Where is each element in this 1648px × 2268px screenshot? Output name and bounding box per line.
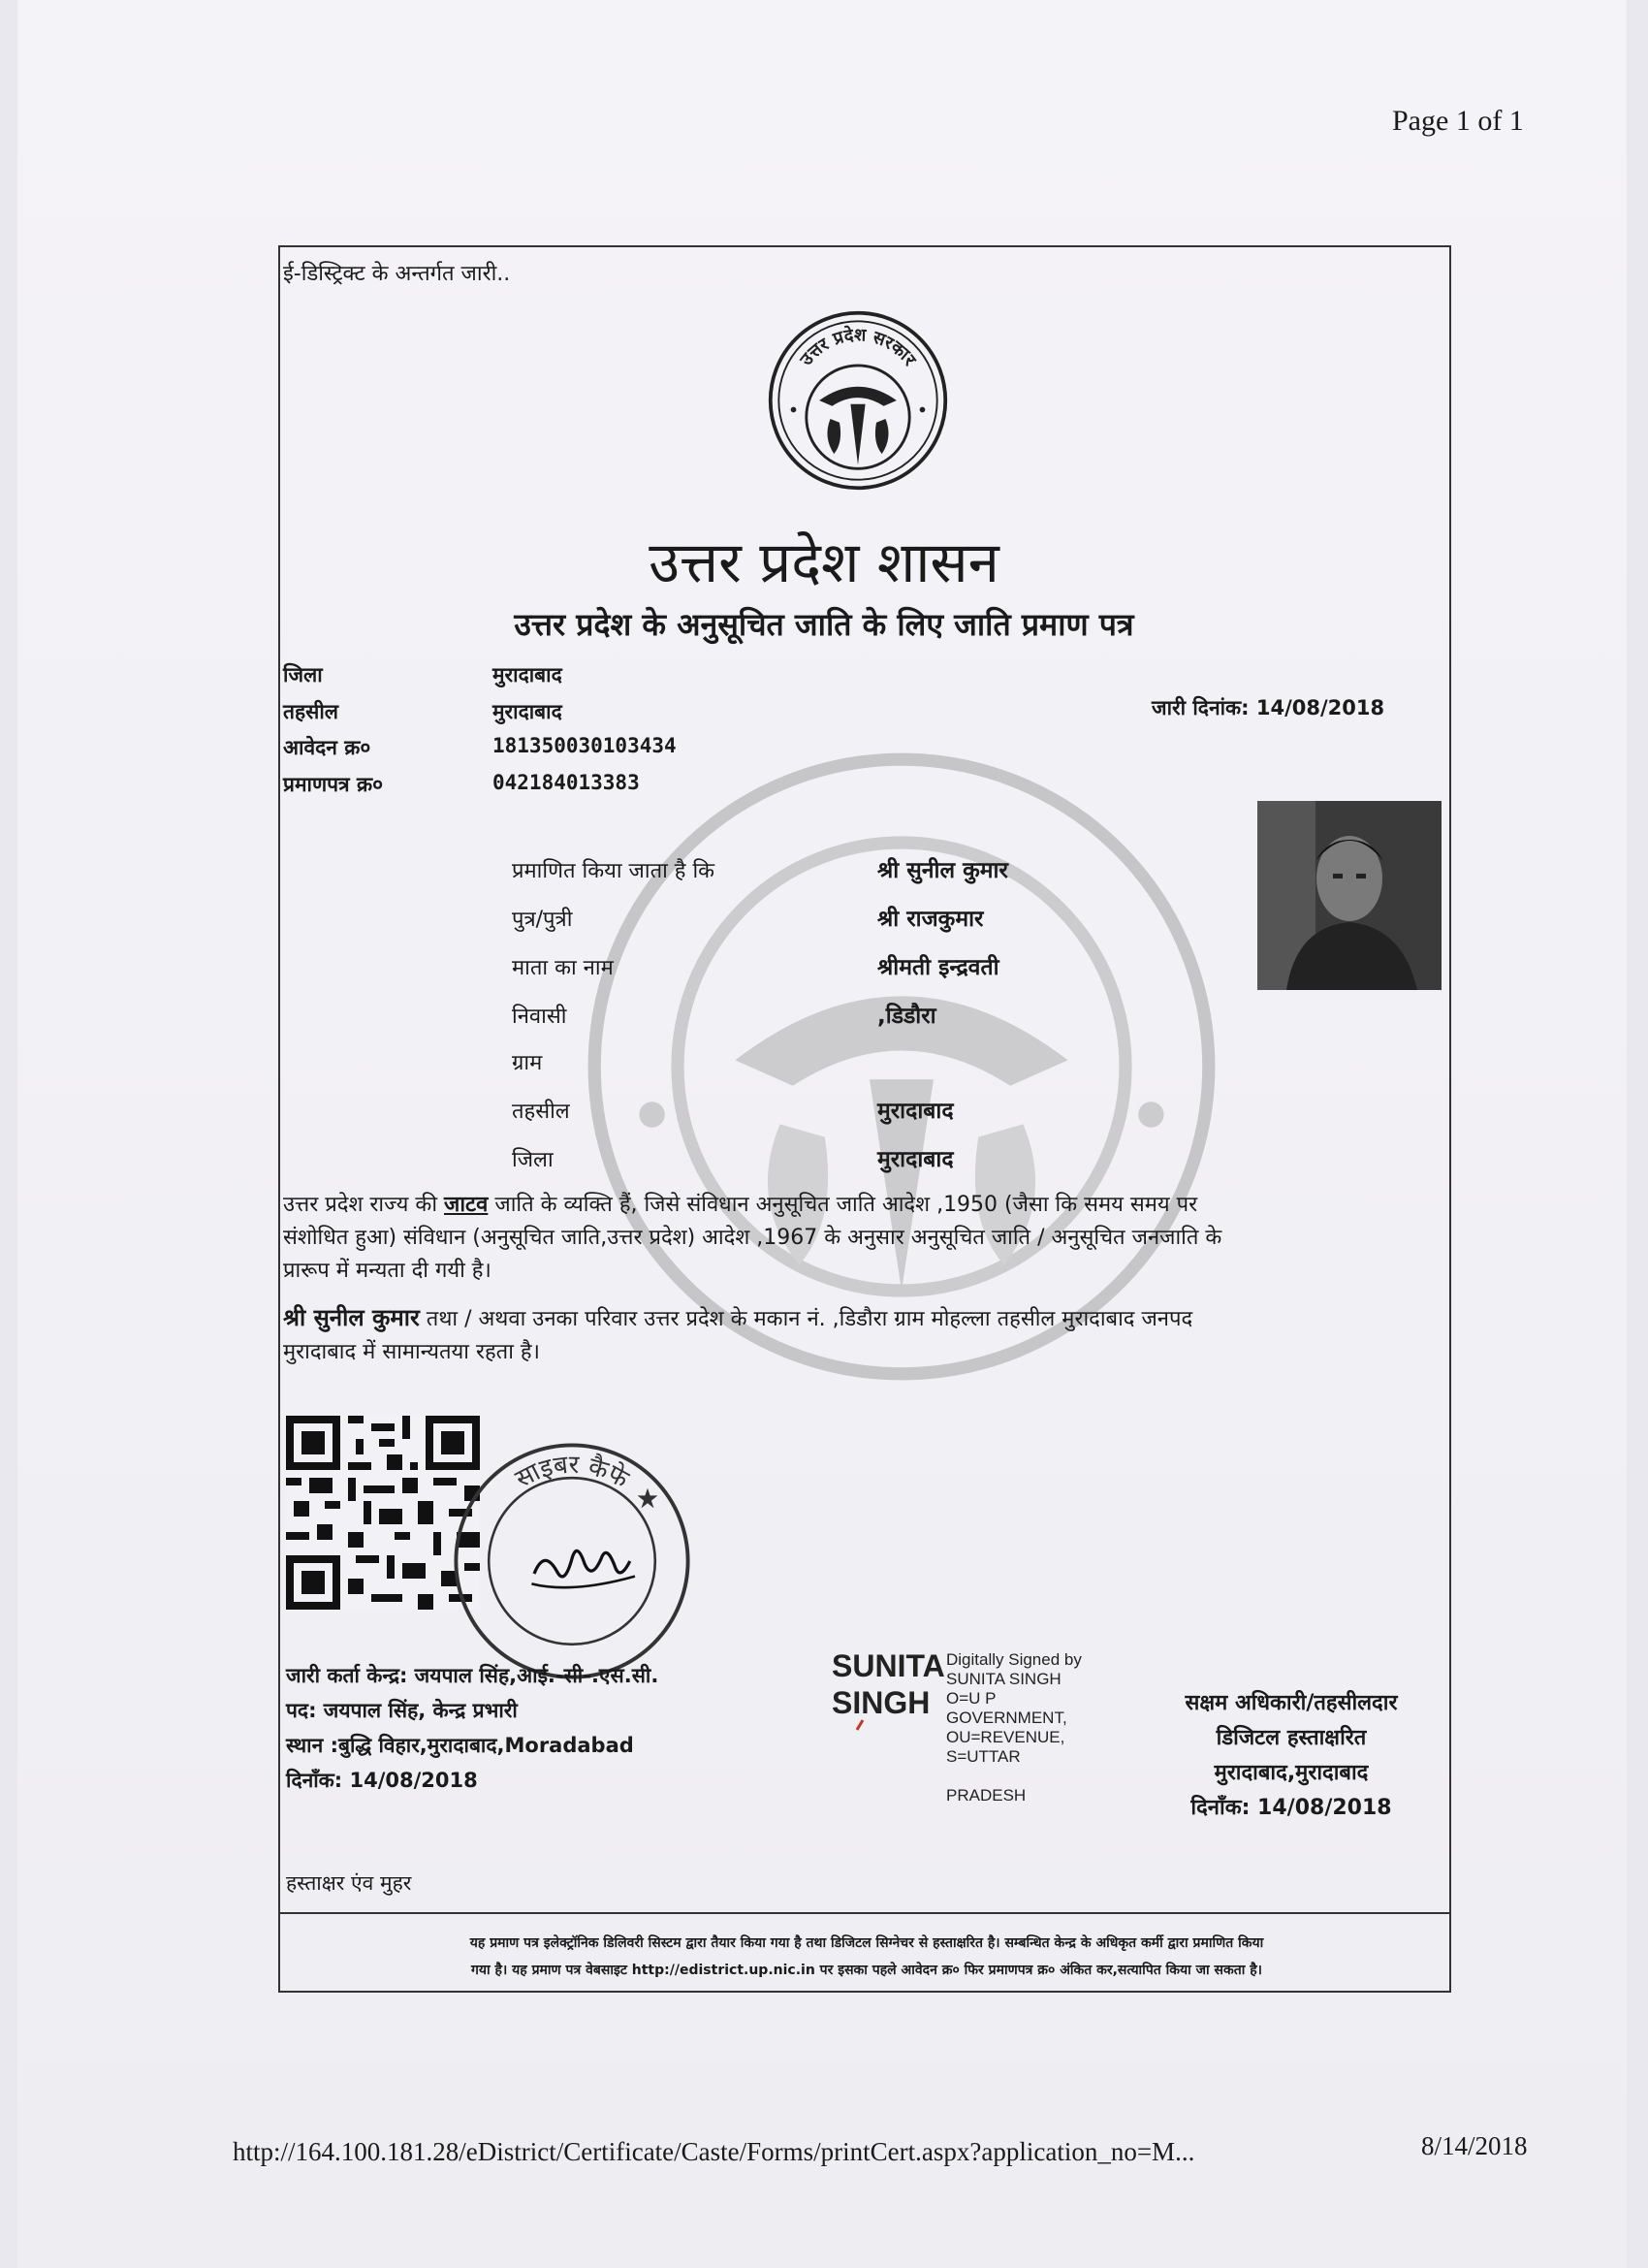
watermark-emblem: [582, 747, 1221, 1387]
authority-place: मुरादाबाद,मुरादाबाद: [1214, 1761, 1369, 1785]
applicant-name: श्री सुनील कुमार: [877, 858, 1008, 883]
district-label: जिला: [283, 663, 323, 687]
caste-name: जाटव: [444, 1193, 489, 1217]
resident-value: ,डिडौरा: [877, 1004, 936, 1029]
tehsil-label: तहसील: [283, 700, 338, 723]
residence-applicant-name: श्री सुनील कुमार: [283, 1304, 420, 1331]
issuer-center: जारी कर्ता केन्द्र: जयपाल सिंह,आई.-सी-.एस.सी.: [286, 1664, 659, 1687]
authority-date: दिनाँक: 14/08/2018: [1190, 1796, 1392, 1820]
certificate-title: उत्तर प्रदेश शासन: [649, 529, 999, 595]
signature-check-icon: [853, 1714, 874, 1734]
signer-name-line2: SINGH: [832, 1685, 931, 1720]
print-date: 8/14/2018: [1421, 2131, 1528, 2160]
resident-label: निवासी: [512, 1005, 567, 1029]
detail-district-value: मुरादाबाद: [877, 1147, 954, 1172]
detail-district-label: जिला: [512, 1148, 554, 1172]
authority-title: सक्षम अधिकारी/तहसीलदार: [1185, 1691, 1398, 1715]
footer-note: यह प्रमाण पत्र इलेक्ट्रॉनिक डिलिवरी सिस्टम द्वारा तैयार किया गया है तथा डिजिटल सिग्नेचर से हस्ताक्षरित है। सम्बन्धित केन्द्र के अधिकृत कर्मी द्वारा प्रमाणित किया गया है। यह प्रमाण पत्र वेबसाइट http://edistrict.up.nic.in पर इसका पहले आवेदन क्र० फिर प्रमाणपत्र क्र० अंकित कर,सत्यापित किया जा सकता है।: [469, 1935, 1264, 1978]
page-number: Page 1 of 1: [1392, 105, 1524, 137]
signature-scribble: [534, 1550, 630, 1576]
application-no-label: आवेदन क्र०: [283, 736, 371, 759]
footer-divider: [280, 1912, 1449, 1914]
authority-signed: डिजिटल हस्ताक्षरित: [1216, 1726, 1367, 1750]
issuer-place: स्थान :बुद्धि विहार,मुरादाबाद,Moradabad: [286, 1734, 634, 1757]
father-name: श्री राजकुमार: [877, 907, 984, 932]
mother-name: श्रीमती इन्द्रवती: [877, 955, 999, 980]
cyber-cafe-seal: [446, 1435, 698, 1687]
tehsil-value: मुरादाबाद: [492, 700, 562, 723]
issuer-date: दिनाँक: 14/08/2018: [286, 1769, 478, 1792]
signer-name-line1: SUNITA: [832, 1648, 945, 1683]
residence-paragraph: श्री सुनील कुमार तथा / अथवा उनका परिवार उत्तर प्रदेश के मकान नं. ,डिडौरा ग्राम मोहल्ला तहसील मुरादाबाद जनपद मुरादाबाद में सामान्यतया रहता है।: [283, 1304, 1193, 1364]
up-government-emblem: [766, 308, 950, 493]
detail-tehsil-value: मुरादाबाद: [877, 1099, 954, 1124]
certified-that-label: प्रमाणित किया जाता है कि: [512, 859, 715, 883]
issue-date: जारी दिनांक: 14/08/2018: [1152, 696, 1385, 719]
detail-tehsil-label: तहसील: [512, 1100, 570, 1124]
district-value: मुरादाबाद: [492, 663, 562, 687]
svg-text:साइबर कैफे: साइबर कैफे: [510, 1450, 634, 1495]
certificate-no-value: 042184013383: [492, 771, 640, 794]
svg-text:उत्तर प्रदेश सरकार: उत्तर प्रदेश सरकार: [796, 325, 920, 370]
certificate-no-label: प्रमाणपत्र क्र०: [283, 773, 384, 796]
print-url: http://164.100.181.28/eDistrict/Certificate/Caste/Forms/printCert.aspx?application_no=M...: [233, 2137, 1195, 2166]
caste-declaration-paragraph: उत्तर प्रदेश राज्य की जाटव जाति के व्यक्ति हैं, जिसे संविधान अनुसूचित जाति आदेश ,1950 (जैसा कि समय समय पर संशोधित हुआ) संविधान (अनुसूचित जाति,उत्तर प्रदेश) आदेश ,1967 के अनुसार अनुसूचित जाति / अनुसूचित जनजाति के प्रारूप में मन्यता दी गयी है।: [283, 1193, 1222, 1283]
certificate-subtitle: उत्तर प्रदेश के अनुसूचित जाति के लिए जाति प्रमाण पत्र: [514, 606, 1134, 643]
issued-under-text: ई-डिस्ट्रिक्ट के अन्तर्गत जारी..: [283, 262, 511, 286]
digital-signature-details: Digitally Signed by SUNITA SINGH O=U P GOVERNMENT, OU=REVENUE, S=UTTAR PRADESH: [946, 1650, 1082, 1805]
son-daughter-label: पुत्र/पुत्री: [512, 908, 573, 932]
signature-and-seal-label: हस्ताक्षर एंव मुहर: [286, 1871, 412, 1895]
village-label: ग्राम: [512, 1051, 543, 1075]
applicant-photo: [1257, 801, 1442, 990]
mother-name-label: माता का नाम: [512, 956, 614, 980]
application-no-value: 181350030103434: [492, 734, 677, 757]
issuer-post: पद: जयपाल सिंह, केन्द्र प्रभारी: [286, 1699, 518, 1722]
